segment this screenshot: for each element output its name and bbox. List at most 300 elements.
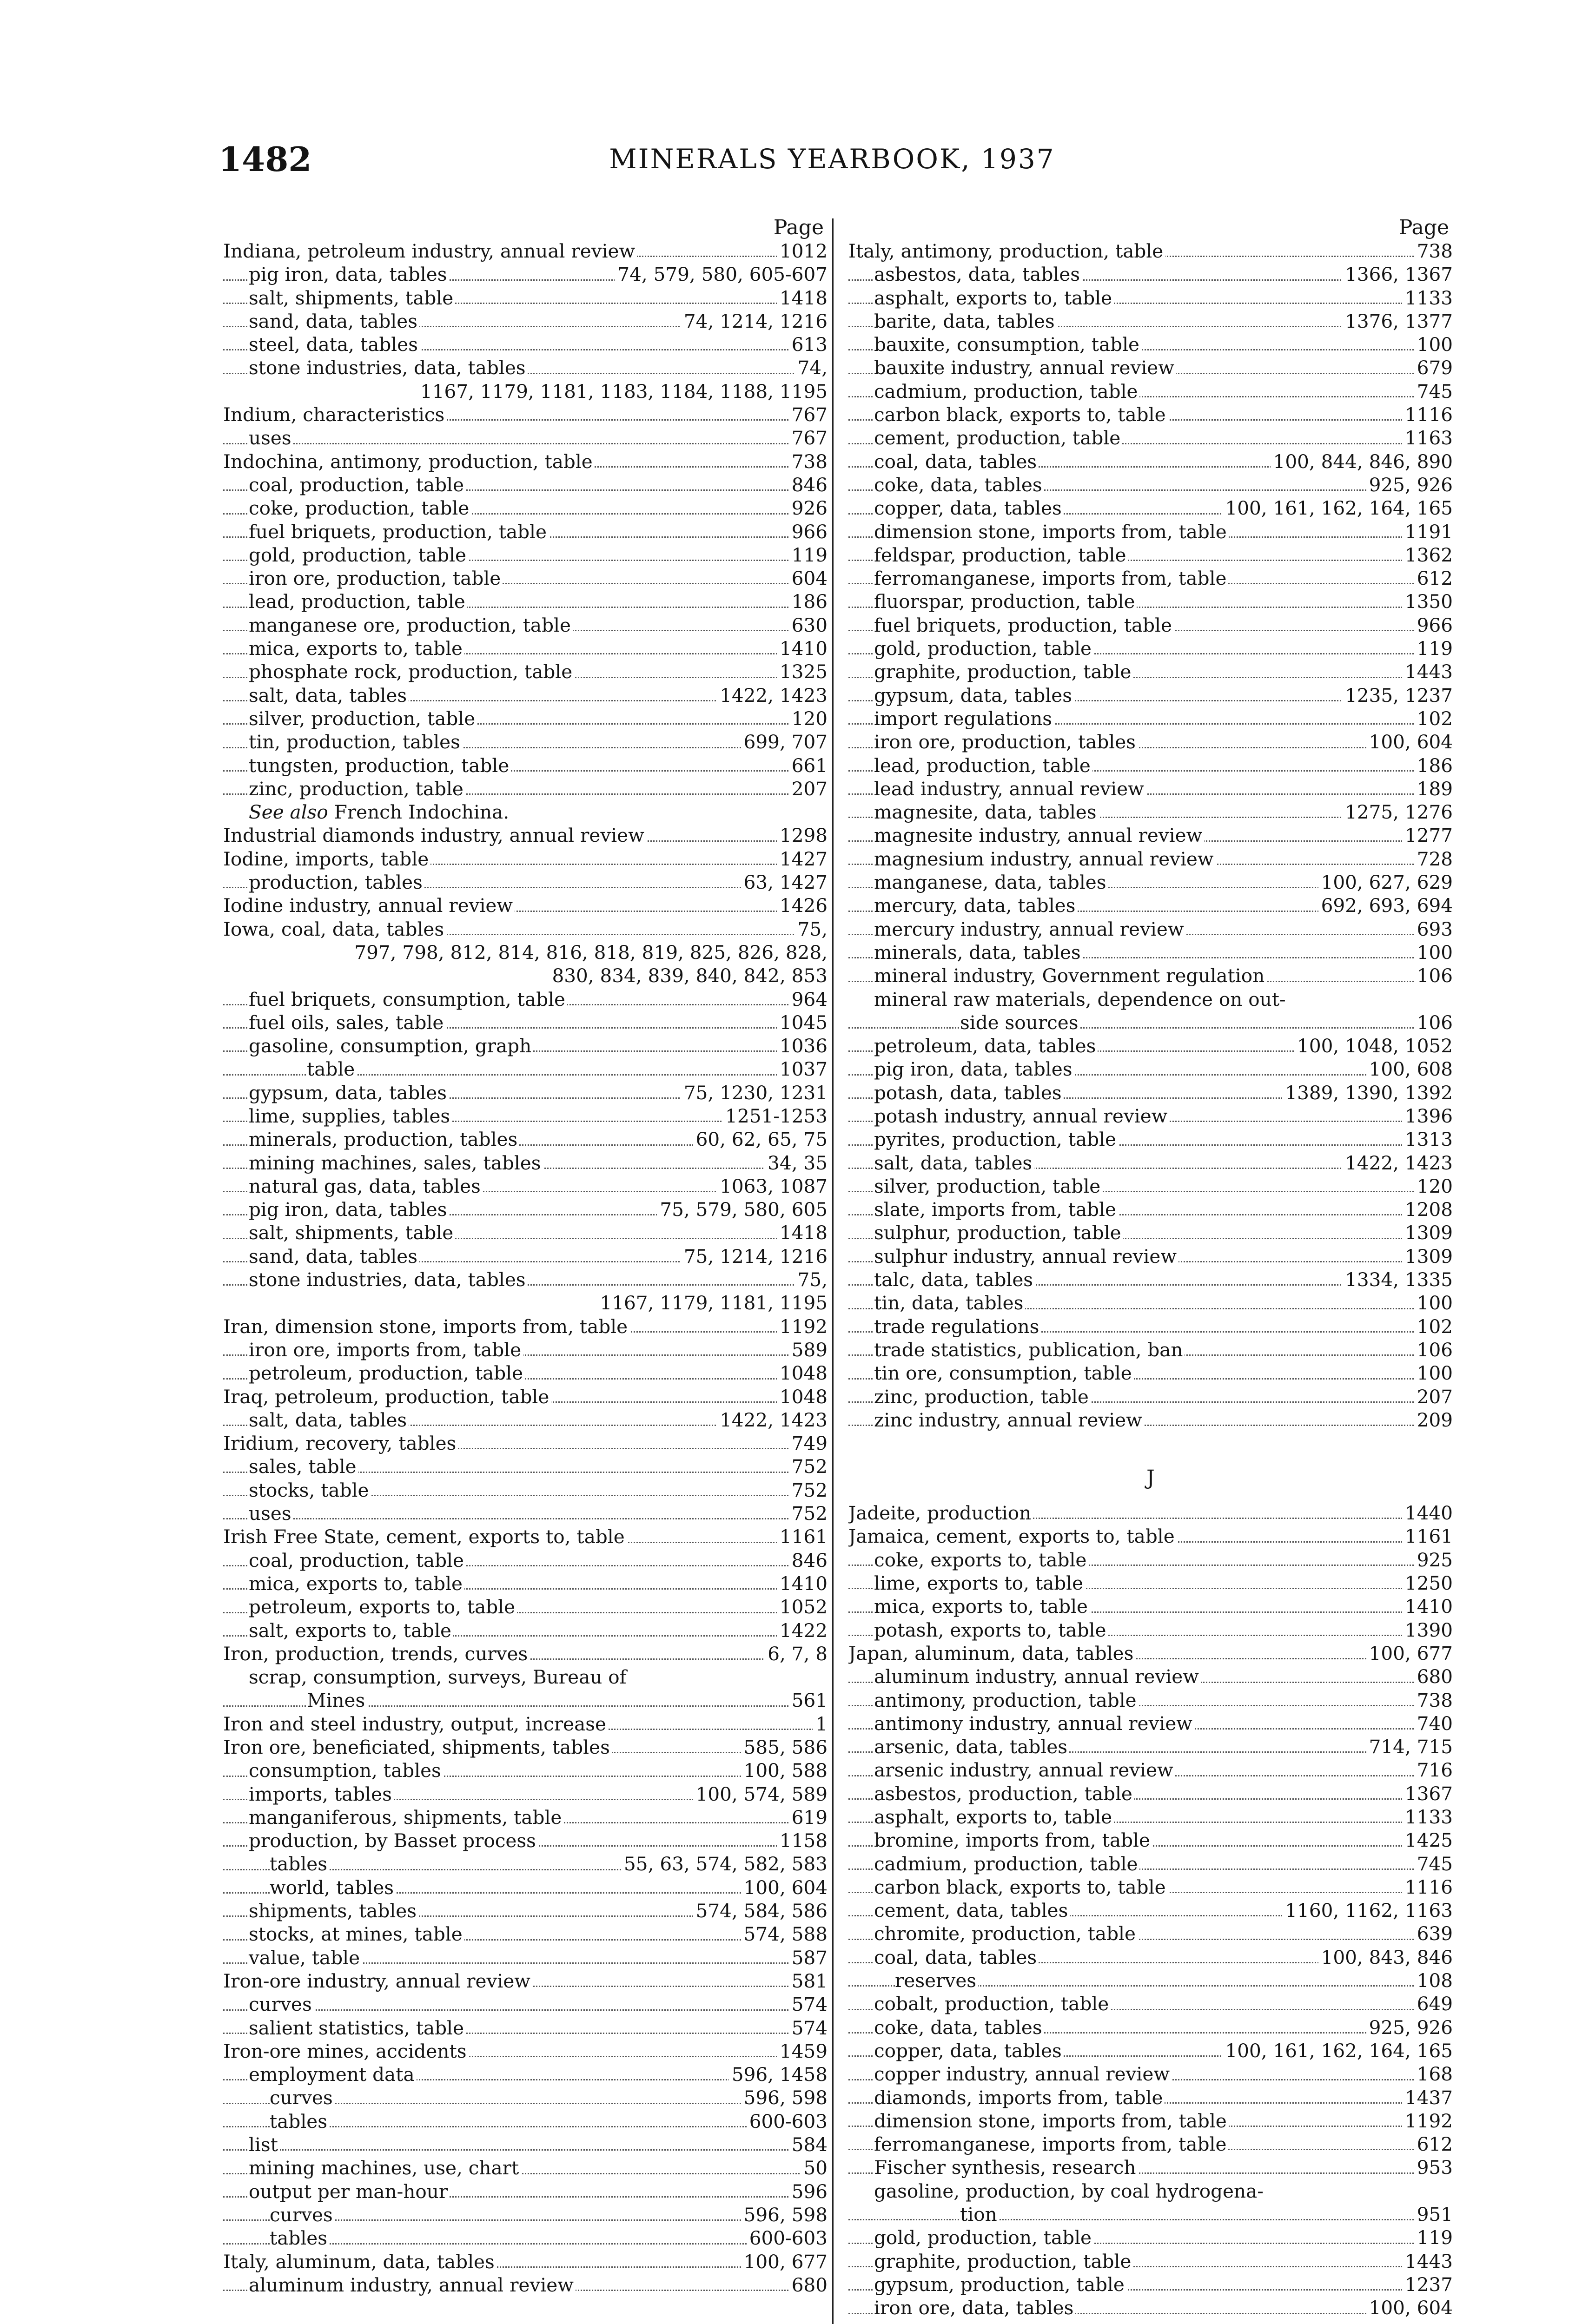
index-entry [848,894,1453,917]
entry-term: silver, production, table [249,707,477,730]
index-entry [848,1946,1453,1969]
entry-pages: 1275, 1276 [1342,800,1453,824]
entry-term: mining machines, sales, tables [249,1152,543,1174]
entry-term: output per man-hour [249,2180,450,2203]
index-entry [848,1291,1453,1314]
entry-term: mercury, data, tables [874,894,1077,917]
entry-term: Indochina, antimony, production, table [223,450,595,473]
index-entry [223,2086,828,2109]
dot-leader [223,443,828,444]
entry-term: potash industry, annual review [874,1105,1169,1127]
index-entry [223,941,828,964]
entry-pages: 1208 [1402,1198,1453,1221]
index-entry [223,1899,828,1922]
index-entry [848,1758,1453,1782]
index-entry [848,637,1453,660]
index-entry [223,1011,828,1034]
entry-pages: 209 [1414,1408,1453,1432]
entry-pages: 1350 [1402,590,1453,613]
index-entry [223,1572,828,1595]
entry-term: petroleum, data, tables [874,1035,1098,1057]
entry-pages: 1298 [777,824,828,847]
entry-term: salt, data, tables [249,1409,409,1431]
entry-pages: 100, 574, 589 [693,1783,828,1806]
entry-term: curves [270,2086,335,2109]
index-entry [223,1712,828,1736]
entry-term: uses [249,1502,293,1525]
entry-term: Fischer synthesis, research [874,2156,1138,2179]
entry-pages: 75, [795,918,828,941]
index-entry [848,1128,1453,1151]
index-entry [223,1151,828,1175]
section-gap [848,1432,1453,1455]
entry-pages: 581 [789,1969,828,1993]
index-entry [223,1057,828,1081]
entry-pages: 596 [789,2180,828,2203]
entry-pages: 604 [789,567,828,590]
index-entry [848,614,1453,637]
entry-pages: 846 [789,473,828,496]
entry-pages: 75, 1230, 1231 [681,1081,828,1104]
index-entry [223,871,828,894]
entry-term: iron ore, imports from, table [249,1339,523,1361]
entry-term: Jadeite, production [848,1502,1033,1524]
entry-pages: 1437 [1402,2086,1453,2109]
index-entry [848,2296,1453,2319]
entry-pages: 75, [795,1268,828,1291]
entry-term: Iron, production, trends, curves [223,1643,530,1665]
index-entry [848,1081,1453,1104]
index-entry [848,754,1453,777]
entry-term: sales, table [249,1455,358,1478]
entry-term: asphalt, exports to, table [874,1806,1114,1828]
entry-pages: 100, 588 [741,1759,828,1782]
entry-term: tion [960,2203,999,2225]
entry-term: Irish Free State, cement, exports to, table [223,1525,627,1548]
index-entry [223,1268,828,1291]
index-entry [223,1408,828,1432]
index-entry [223,2133,828,2156]
entry-term-text: French Indochina. [334,801,510,824]
entry-term: lime, supplies, tables [249,1105,452,1127]
entry-pages: 1192 [1402,2109,1453,2133]
entry-term: iron ore, production, table [249,567,503,589]
index-entry [223,1642,828,1665]
entry-term: salt, exports to, table [249,1619,453,1642]
entry-pages: 1366, 1367 [1342,263,1453,286]
entry-term: asbestos, production, table [874,1783,1134,1805]
index-entry [223,2016,828,2040]
index-entry [848,310,1453,333]
index-entry [848,824,1453,847]
entry-pages: 1237 [1402,2273,1453,2296]
entry-pages: 100, 843, 846 [1318,1946,1453,1969]
entry-term: manganese ore, production, table [249,614,573,636]
entry-term: lead, production, table [249,590,467,613]
entry-pages: 574 [789,2016,828,2040]
index-entry [223,1549,828,1572]
entry-pages: 1235, 1237 [1342,684,1453,707]
entry-pages: 1376, 1377 [1342,310,1453,333]
entry-term: Iridium, recovery, tables [223,1432,458,1454]
entry-term: gypsum, data, tables [249,1082,449,1104]
entry-pages: 613 [789,333,828,356]
entry-pages: 1048 [777,1385,828,1408]
entry-pages: 100 [1414,333,1453,356]
entry-term: Industrial diamonds industry, annual review [223,824,646,846]
index-entry [848,684,1453,707]
entry-pages: 1012 [777,239,828,263]
index-entry [848,1642,1453,1665]
entry-term: Iron-ore industry, annual review [223,1970,532,1992]
entry-term: coke, data, tables [874,2016,1044,2039]
entry-term: gasoline, production, by coal hydrogena- [874,2180,1265,2202]
entry-term: Mines [307,1689,367,1711]
entry-pages: 1362 [1402,543,1453,567]
entry-pages: 745 [1414,380,1453,403]
index-entry [223,520,828,543]
entry-term: aluminum industry, annual review [249,2274,576,2296]
index-entry [848,2273,1453,2296]
entry-term: fuel briquets, production, table [249,521,549,543]
entry-term: pig iron, data, tables [249,1198,449,1221]
entry-term: antimony, production, table [874,1689,1139,1711]
entry-term: steel, data, tables [249,333,420,356]
entry-pages: 587 [789,1946,828,1969]
index-entry [223,590,828,613]
entry-pages: 1 [813,1712,828,1736]
index-entry [848,2133,1453,2156]
entry-term: natural gas, data, tables [249,1175,483,1197]
entry-pages: 74, [795,356,828,379]
entry-pages: 693 [1414,918,1453,941]
entry-pages: 1396 [1402,1104,1453,1128]
entry-term: Iraq, petroleum, production, table [223,1386,551,1408]
entry-pages: 100, 604 [1366,730,1453,753]
index-entry [848,1571,1453,1595]
entry-term: copper, data, tables [874,2040,1064,2062]
index-entry [223,847,828,871]
entry-term: Iron-ore mines, accidents [223,2040,469,2062]
index-entry [848,590,1453,613]
entry-pages: 100, 1048, 1052 [1294,1034,1453,1057]
entry-pages: 1133 [1402,1805,1453,1829]
entry-term: employment data [249,2063,417,2086]
entry-pages: 55, 63, 574, 582, 583 [621,1852,828,1875]
see-also-label: See also [249,801,328,824]
entry-term: mica, exports to, table [249,1572,464,1595]
index-entry [223,988,828,1011]
entry-pages: 738 [1414,239,1453,263]
entry-pages: 106 [1414,1338,1453,1361]
entry-pages: 1191 [1402,520,1453,543]
entry-pages: 1036 [777,1034,828,1057]
index-entry [223,1198,828,1221]
entry-pages: 925 [1414,1548,1453,1571]
entry-term: sand, data, tables [249,310,419,332]
entry-pages: 692, 693, 694 [1318,894,1453,917]
index-entry [848,2156,1453,2179]
index-entry [223,1128,828,1151]
entry-pages: 60, 62, 65, 75 [693,1128,828,1151]
entry-term: gasoline, consumption, graph [249,1035,533,1057]
index-entry [223,567,828,590]
index-entry [848,1899,1453,1922]
entry-term: value, table [249,1947,362,1969]
entry-term: stone industries, data, tables [249,357,528,379]
entry-term: Indium, characteristics [223,403,446,426]
index-entry [848,1315,1453,1338]
entry-term: talc, data, tables [874,1268,1035,1291]
entry-list [848,239,1453,1432]
entry-term: fuel oils, sales, table [249,1011,445,1034]
entry-term: petroleum, exports to, table [249,1596,517,1618]
entry-pages: 1443 [1402,660,1453,683]
entry-pages: 619 [789,1806,828,1829]
entry-term: diamonds, imports from, table [874,2086,1165,2109]
entry-pages: 752 [789,1455,828,1478]
entry-term: graphite, production, table [874,2250,1133,2272]
entry-pages: 207 [789,777,828,800]
entry-pages: 1410 [777,1572,828,1595]
entry-pages: 186 [789,590,828,613]
entry-term: manganiferous, shipments, table [249,1806,563,1829]
dot-leader [848,2219,1453,2220]
index-entry [223,637,828,660]
entry-term: phosphate rock, production, table [249,660,574,683]
entry-pages: 679 [1414,356,1453,379]
index-entry [223,2180,828,2203]
entry-pages: 1390 [1402,1618,1453,1642]
entry-term: list [249,2133,280,2156]
index-entry [848,1338,1453,1361]
index-entry [848,1245,1453,1268]
index-entry [848,333,1453,356]
index-entry [223,1876,828,1899]
dot-leader [848,1027,1453,1029]
dot-leader [223,1518,828,1519]
entry-pages: 100, 677 [741,2250,828,2273]
index-entry [848,2250,1453,2273]
entry-pages: 596, 1458 [729,2063,828,2086]
index-entry [223,1361,828,1385]
index-entry [223,1946,828,1969]
index-entry [848,2062,1453,2086]
entry-pages: 108 [1414,1969,1453,1992]
index-entry [223,918,828,941]
entry-pages: 100, 677 [1366,1642,1453,1665]
entry-pages: 1133 [1402,286,1453,310]
entry-term: iron ore, production, tables [874,731,1138,753]
entry-pages: 639 [1414,1922,1453,1945]
index-entry [848,964,1453,987]
entry-pages: 100 [1414,1291,1453,1314]
entry-pages: 1158 [777,1829,828,1852]
index-entry [848,380,1453,403]
index-entry [848,1175,1453,1198]
entry-pages: 574 [789,1993,828,2016]
index-entry [223,1315,828,1338]
entry-pages: 1427 [777,847,828,871]
entry-pages: 186 [1414,754,1453,777]
entry-term: copper industry, annual review [874,2063,1172,2085]
entry-pages: 1309 [1402,1221,1453,1244]
entry-term: tables [270,2227,329,2249]
entry-term: gypsum, data, tables [874,684,1074,706]
entry-pages: 680 [789,2273,828,2297]
entry-pages: 1251-1253 [722,1104,828,1128]
page-number: 1482 [218,139,312,179]
entry-term: mineral raw materials, dependence on out- [874,988,1288,1010]
entry-pages: 102 [1414,1315,1453,1338]
index-entry [223,403,828,426]
entry-term: coal, production, table [249,1549,466,1571]
entry-pages: 74, 579, 580, 605-607 [615,263,828,286]
index-entry [848,1875,1453,1899]
entry-pages: 120 [789,707,828,730]
index-entry [223,707,828,730]
entry-pages: 661 [789,754,828,777]
entry-pages: 50 [801,2156,828,2179]
entry-term: zinc, production, table [249,778,465,800]
entry-term: arsenic industry, annual review [874,1759,1175,1781]
entry-pages: 106 [1414,1011,1453,1034]
entry-term: tables [270,1853,329,1875]
index-entry [848,847,1453,871]
entry-term: graphite, production, table [874,660,1133,683]
index-entry [223,1993,828,2016]
index-entry [848,988,1453,1011]
entry-pages: 63, 1427 [741,871,828,894]
dot-leader [223,2149,828,2151]
index-entry [223,824,828,847]
entry-term: production, tables [249,871,424,893]
index-entry [848,918,1453,941]
index-entry [848,1829,1453,1852]
entry-pages: 1250 [1402,1571,1453,1595]
entry-pages: 716 [1414,1758,1453,1782]
index-entry [848,496,1453,520]
index-entry [223,660,828,683]
entry-term: coke, exports to, table [874,1549,1088,1571]
index-entry [223,777,828,800]
entry-term: tin, data, tables [874,1292,1025,1314]
entry-pages: 100, 161, 162, 164, 165 [1222,496,1453,520]
index-entry [848,1969,1453,1992]
entry-term: silver, production, table [874,1175,1102,1197]
entry-term: mica, exports to, table [874,1595,1090,1618]
index-entry [223,1034,828,1057]
index-entry [848,2039,1453,2062]
entry-pages: 1309 [1402,1245,1453,1268]
index-entry [223,754,828,777]
entry-pages: 34, 35 [765,1151,828,1175]
entry-pages: 966 [789,520,828,543]
entry-term: asphalt, exports to, table [874,287,1114,309]
index-entry [223,1338,828,1361]
entry-pages: 589 [789,1338,828,1361]
entry-term: dimension stone, imports from, table [874,2110,1229,2132]
entry-term: lime, exports to, table [874,1572,1085,1594]
index-entry [848,426,1453,449]
index-entry [223,1619,828,1642]
entry-pages: 951 [1414,2203,1453,2226]
entry-pages: 738 [789,450,828,473]
index-entry [848,263,1453,286]
entry-pages: 100, 161, 162, 164, 165 [1222,2039,1453,2062]
index-entry [223,310,828,333]
entry-term: Iran, dimension stone, imports from, table [223,1315,629,1338]
index-entry [848,660,1453,683]
entry-term: tables [270,2110,329,2133]
entry-term: magnesite industry, annual review [874,824,1204,846]
index-entry [223,1689,828,1712]
entry-term: magnesium industry, annual review [874,848,1216,870]
entry-term: salt, shipments, table [249,1221,455,1244]
index-entry [223,356,828,379]
index-entry [848,1595,1453,1618]
entry-term: mercury industry, annual review [874,918,1186,940]
entry-pages: 119 [1414,637,1453,660]
section-letter: J [1146,1466,1155,1490]
entry-pages: 749 [789,1432,828,1455]
entry-pages: 767 [789,426,828,449]
entry-term: Iodine, imports, table [223,848,430,870]
entry-pages: 1426 [777,894,828,917]
entry-pages: 680 [1414,1665,1453,1688]
entry-term: fuel briquets, consumption, table [249,988,567,1010]
entry-pages: 1313 [1402,1128,1453,1151]
entry-pages: 1422, 1423 [1342,1151,1453,1175]
entry-pages: 574, 584, 586 [693,1899,828,1922]
entry-term: coal, data, tables [874,1946,1039,1968]
index-entry [223,2226,828,2250]
index-entry [848,239,1453,263]
entry-term: scrap, consumption, surveys, Bureau of [249,1666,629,1688]
entry-pages: 964 [789,988,828,1011]
entry-term: antimony industry, annual review [874,1712,1194,1735]
index-entry [223,263,828,286]
index-entry [223,1783,828,1806]
index-entry [223,1852,828,1875]
entry-pages: 1045 [777,1011,828,1034]
entry-pages: 1459 [777,2040,828,2063]
entry-pages: 1422, 1423 [717,1408,828,1432]
entry-pages: 714, 715 [1366,1735,1453,1758]
index-entry [848,2226,1453,2249]
index-entry [223,426,828,449]
index-entry [848,1268,1453,1291]
entry-pages: 728 [1414,847,1453,871]
entry-term: Iron ore, beneficiated, shipments, tables [223,1736,612,1758]
index-entry [223,2063,828,2086]
index-entry [223,1595,828,1618]
entry-term: lead, production, table [874,754,1092,777]
entry-term: consumption, tables [249,1759,443,1782]
index-entry [848,1011,1453,1034]
entry-list [848,1501,1453,2319]
entry-pages: 1410 [777,637,828,660]
entry-pages: 74, 1214, 1216 [681,310,828,333]
entry-term: salt, shipments, table [249,287,455,309]
index-entry [223,1432,828,1455]
entry-pages: 119 [789,543,828,567]
index-entry [223,1479,828,1502]
entry-pages: 1163 [1402,426,1453,449]
entry-pages: 738 [1414,1689,1453,1712]
entry-term: stone industries, data, tables [249,1268,528,1291]
page-column-label: Page [1398,216,1449,239]
